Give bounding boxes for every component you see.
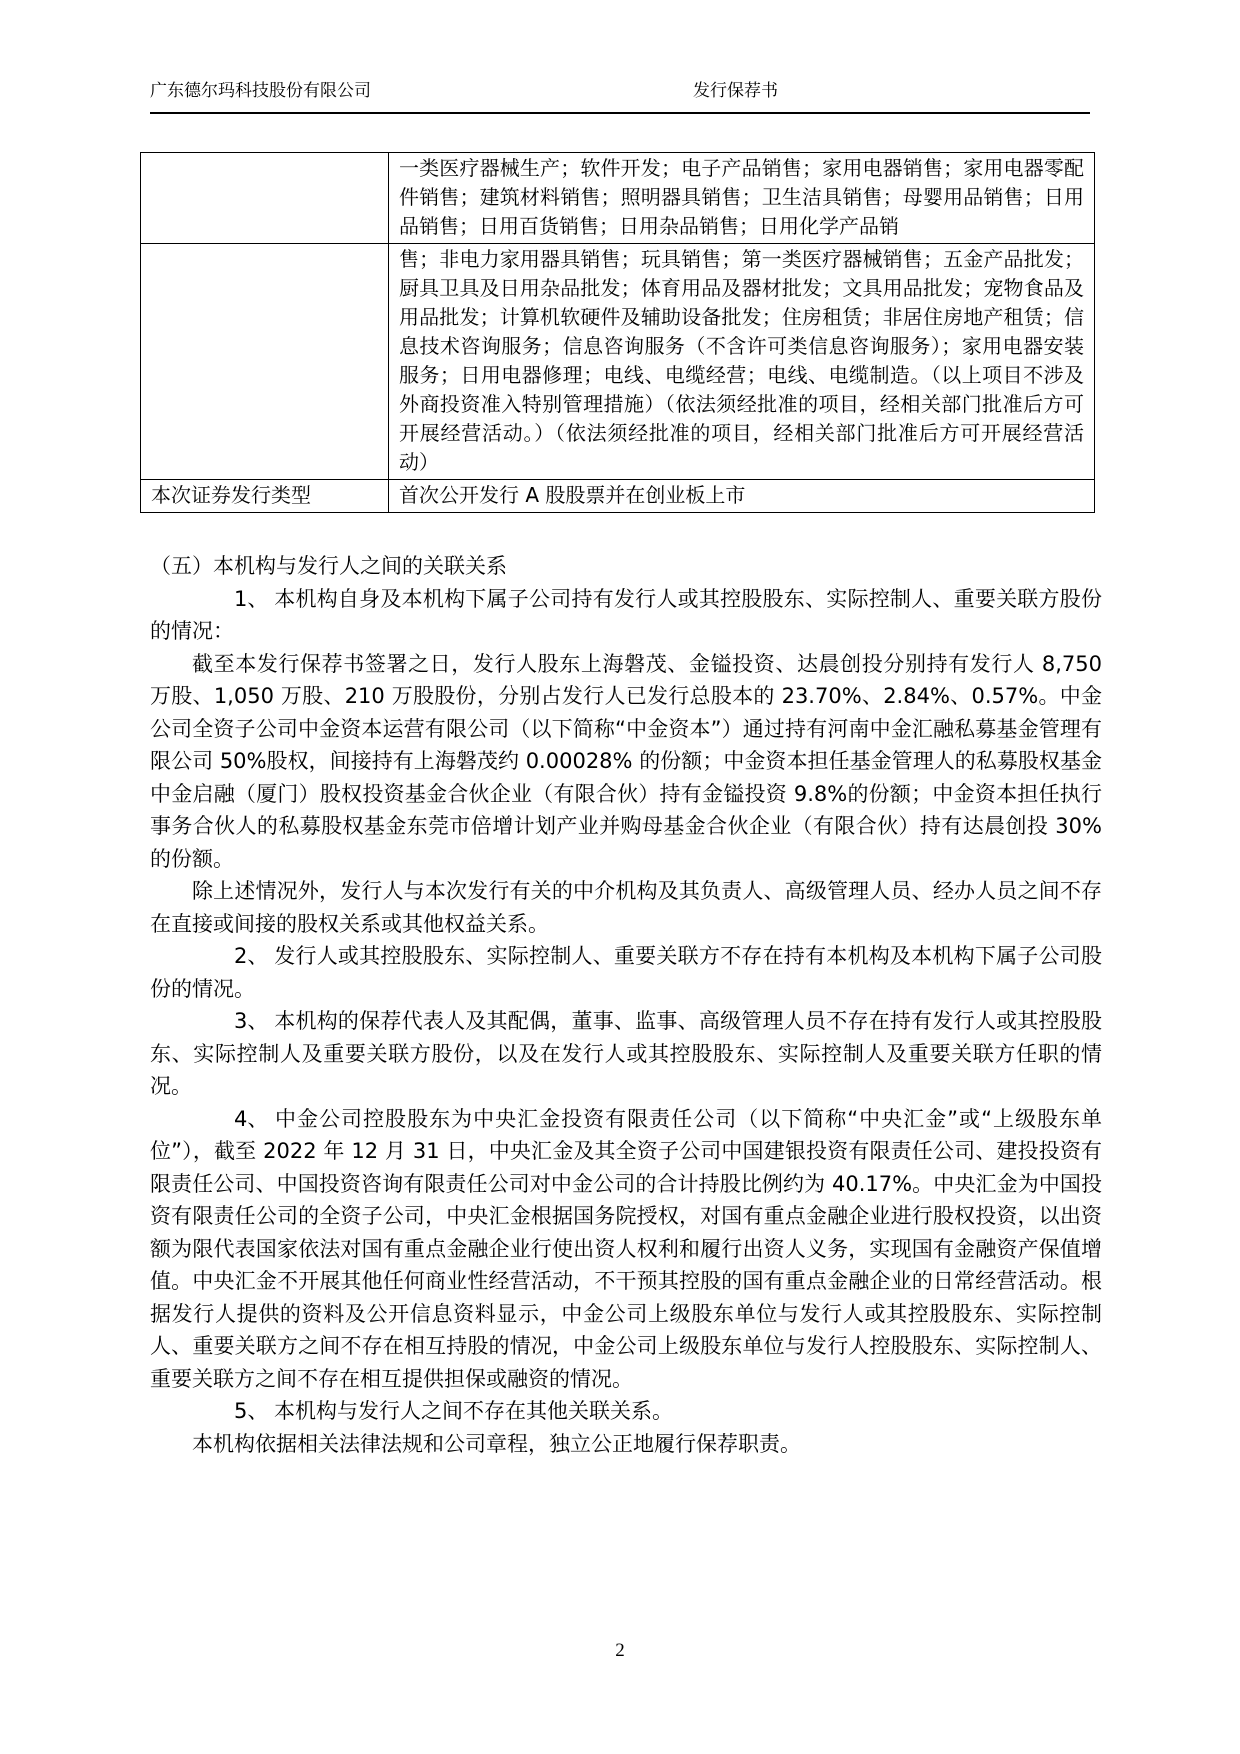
- table-value-cell: 首次公开发行 A 股股票并在创业板上市: [389, 480, 1095, 513]
- table-value-cell: 售；非电力家用器具销售；玩具销售；第一类医疗器械销售；五金产品批发；厨具卫具及日用杂品批发；体育用品及器材批发；文具用品批发；宠物食品及用品批发；计算机软硬件及辅助设备批发；住房租赁；非居住房地产租赁；信息技术咨询服务；信息咨询服务（不含许可类信息咨询服务）；家用电器安装服务；日用电器修理；电线、电缆经营；电线、电缆制造。（以上项目不涉及外商投资准入特别管理措施）（依法须经批准的项目，经相关部门批准后方可开展经营活动。）（依法须经批准的项目，经相关部门批准后方可开展经营活动）: [389, 244, 1095, 480]
- item-text: 本机构自身及本机构下属子公司持有发行人或其控股股东、实际控制人、重要关联方股份的情况：: [150, 586, 1102, 643]
- table-label-cell: [141, 153, 389, 244]
- table-label-cell: 本次证券发行类型: [141, 480, 389, 513]
- paragraph-item-2: [150, 940, 1102, 1005]
- paragraph-item-4: [150, 1103, 1102, 1396]
- paragraph-item-5: [150, 1395, 1102, 1428]
- item-number: 2、: [234, 944, 269, 968]
- paragraph: 除上述情况外，发行人与本次发行有关的中介机构及其负责人、高级管理人员、经办人员之间不存在直接或间接的股权关系或其他权益关系。: [150, 879, 1102, 936]
- item-number: 3、: [234, 1009, 269, 1033]
- item-text: 本机构与发行人之间不存在其他关联关系。: [274, 1399, 673, 1423]
- company-name: 广东德尔玛科技股份有限公司: [150, 81, 371, 101]
- business-scope-table: [140, 152, 1095, 513]
- item-text: 发行人或其控股股东、实际控制人、重要关联方不存在持有本机构及本机构下属子公司股份的情况。: [150, 944, 1102, 1001]
- main-content: [150, 550, 1102, 1460]
- table-label-cell: [141, 244, 389, 480]
- paragraph: 截至本发行保荐书签署之日，发行人股东上海磐茂、金镒投资、达晨创投分别持有发行人 8,750 万股、1,050 万股、210 万股股份，分别占发行人已发行总股本的 23.70%、2.84%、0.57%。中金公司全资子公司中金资本运营有限公司（以下简称“中金资本”）通过持有河南中金汇融私募基金管理有限公司 50%股权，间接持有上海磐茂约 0.00028% 的份额；中金资本担任基金管理人的私募股权基金中金启融（厦门）股权投资基金合伙企业（有限合伙）持有金镒投资 9.8%的份额；中金资本担任执行事务合伙人的私募股权基金东莞市倍增计划产业并购母基金合伙企业（有限合伙）持有达晨创投 30%的份额。: [150, 651, 1102, 871]
- table-row: [141, 153, 1095, 244]
- closing-paragraph: 本机构依据相关法律法规和公司章程，独立公正地履行保荐职责。: [192, 1431, 801, 1456]
- item-number: 4、: [234, 1106, 269, 1131]
- table-row: [141, 244, 1095, 480]
- table-value-cell: 一类医疗器械生产；软件开发；电子产品销售；家用电器销售；家用电器零配件销售；建筑材料销售；照明器具销售；卫生洁具销售；母婴用品销售；日用品销售；日用百货销售；日用杂品销售；日用化学产品销: [389, 153, 1095, 244]
- item-number: 1、: [234, 586, 269, 611]
- page-header: [150, 76, 1090, 114]
- table-row: [141, 480, 1095, 513]
- item-text: 中金公司控股股东为中央汇金投资有限责任公司（以下简称“中央汇金”或“上级股东单位”），截至 2022 年 12 月 31 日，中央汇金及其全资子公司中国建银投资有限责任公司、建投投资有限责任公司、中国投资咨询有限责任公司对中金公司的合计持股比例约为 40.17%。中央汇金为中国投资有限责任公司的全资子公司，中央汇金根据国务院授权，对国有重点金融企业进行股权投资，以出资额为限代表国家依法对国有重点金融企业行使出资人权利和履行出资人义务，实现国有金融资产保值增值。中央汇金不开展其他任何商业性经营活动，不干预其控股的国有重点金融企业的日常经营活动。根据发行人提供的资料及公开信息资料显示，中金公司上级股东单位与发行人或其控股股东、实际控制人、重要关联方之间不存在相互持股的情况，中金公司上级股东单位与发行人控股股东、实际控制人、重要关联方之间不存在相互提供担保或融资的情况。: [150, 1106, 1102, 1391]
- paragraph-item-1: [150, 583, 1102, 648]
- page-number: 2: [615, 1640, 625, 1661]
- section-title: （五）本机构与发行人之间的关联关系: [150, 554, 507, 578]
- document-title: 发行保荐书: [693, 81, 778, 101]
- item-text: 本机构的保荐代表人及其配偶，董事、监事、高级管理人员不存在持有发行人或其控股股东、实际控制人及重要关联方股份，以及在发行人或其控股股东、实际控制人及重要关联方任职的情况。: [150, 1009, 1102, 1098]
- paragraph-item-3: [150, 1005, 1102, 1103]
- item-number: 5、: [234, 1399, 269, 1423]
